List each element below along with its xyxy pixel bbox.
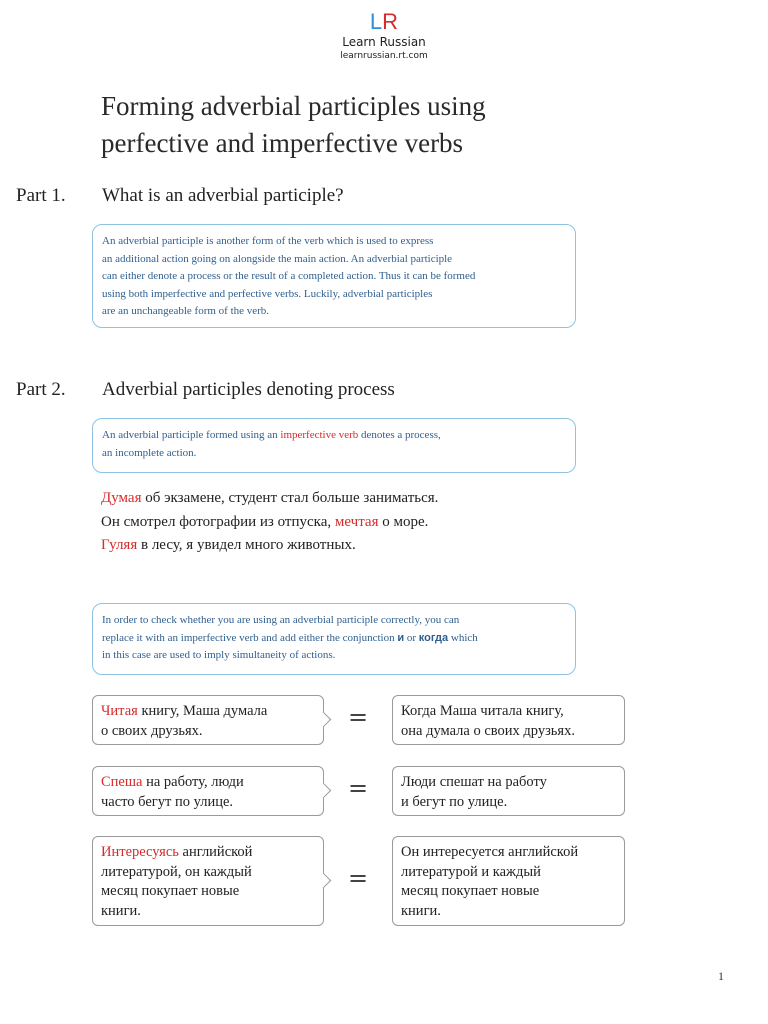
box-line: книги. [401, 902, 441, 919]
box-line: о своих друзьях. [101, 722, 203, 739]
note-line: can either denote a process or the result of a completed action. Thus it can be formed [102, 270, 476, 282]
conjunction-i: и [397, 631, 405, 644]
logo-name: Learn Russian [342, 35, 426, 49]
note-line: An adverbial participle is another form of the verb which is used to express [102, 235, 434, 247]
logo-letter-r: R [382, 9, 399, 34]
page-number: 1 [718, 969, 724, 983]
logo [0, 10, 768, 61]
box-text: на работу, люди [142, 774, 244, 790]
part1-number: Part 1. [16, 185, 66, 206]
logo-url: learnrussian.rt.com [340, 51, 428, 61]
page-title [101, 88, 721, 162]
logo-mark [0, 10, 768, 34]
title-line-1: Forming adverbial participles using [101, 91, 486, 121]
participle-box-3 [92, 836, 324, 926]
example-sentence [101, 511, 438, 535]
note-line: using both imperfective and perfective verbs. Luckily, adverbial participles [102, 287, 433, 300]
box-line [101, 702, 315, 722]
logo-letter-l: L [369, 9, 383, 34]
box-line: литературой и каждый [401, 863, 541, 880]
participle-word: Спеша [101, 774, 143, 790]
sentence-text: о море. [378, 513, 429, 530]
part2-title: Adverbial participles denoting process [102, 379, 395, 400]
conjunction-kogda: когда [418, 631, 449, 644]
box-line: Когда Маша читала книгу, [401, 703, 564, 719]
participle-box-1 [92, 695, 324, 745]
note-line: in this case are used to imply simultaneity of actions. [102, 649, 336, 661]
note-line: In order to check whether you are using an adverbial participle correctly, you can [102, 614, 460, 626]
box-line [101, 773, 315, 793]
note-text: An adverbial participle formed using an [102, 429, 281, 441]
participle-word: Гуляя [101, 537, 138, 553]
part1-note [92, 224, 576, 328]
box-line: месяц покупает новые [401, 883, 540, 899]
participle-word: мечтая [334, 513, 379, 530]
note-text: which [448, 631, 478, 644]
box-line: Он интересуется английской [401, 844, 579, 860]
box-line: книги. [101, 902, 141, 919]
participle-word: Думая [101, 490, 142, 506]
sentence-text: в лесу, я увидел много животных. [137, 537, 356, 553]
box-line: Люди спешат на работу [401, 774, 547, 790]
highlight-imperfective-verb: imperfective verb [280, 429, 359, 441]
box-line: месяц покупает новые [101, 883, 240, 899]
participle-box-2 [92, 766, 324, 816]
sentence-text: Он смотрел фотографии из отпуска, [101, 513, 335, 530]
part1-heading [16, 184, 344, 208]
conjunction-box-3 [392, 836, 625, 926]
note-line: are an unchangeable form of the verb. [102, 305, 270, 317]
conjunction-box-1 [392, 695, 625, 745]
participle-word: Читая [101, 703, 138, 719]
title-line-2: perfective and imperfective verbs [101, 128, 464, 158]
note-text: replace it with an imperfective verb and add either the conjunction [102, 631, 398, 644]
check-note [92, 603, 576, 675]
equals-sign: = [347, 864, 369, 892]
note-line [102, 630, 566, 648]
box-text: книгу, Маша думала [137, 703, 268, 719]
conjunction-box-2 [392, 766, 625, 816]
equals-sign: = [347, 774, 369, 802]
box-line: литературой, он каждый [101, 863, 252, 880]
participle-word: Интересуясь [101, 844, 179, 860]
note-line [102, 427, 566, 445]
equals-sign: = [347, 703, 369, 731]
example-sentences [101, 487, 438, 558]
part2-number: Part 2. [16, 379, 66, 400]
note-text: denotes a process, [358, 429, 441, 441]
box-line [101, 843, 315, 863]
box-line: часто бегут по улице. [101, 793, 234, 810]
box-text: английской [178, 844, 253, 860]
part1-title: What is an adverbial participle? [102, 185, 344, 206]
note-line: an additional action going on alongside the main action. An adverbial participle [102, 252, 453, 265]
box-line: и бегут по улице. [401, 793, 508, 810]
note-line: an incomplete action. [102, 446, 197, 459]
part2-heading [16, 378, 395, 402]
box-line: она думала о своих друзьях. [401, 722, 575, 739]
part2-note [92, 418, 576, 473]
sentence-text: об экзамене, студент стал больше заниматься. [141, 490, 439, 506]
example-sentence [101, 534, 438, 558]
example-sentence [101, 487, 438, 511]
note-text: or [404, 631, 419, 644]
